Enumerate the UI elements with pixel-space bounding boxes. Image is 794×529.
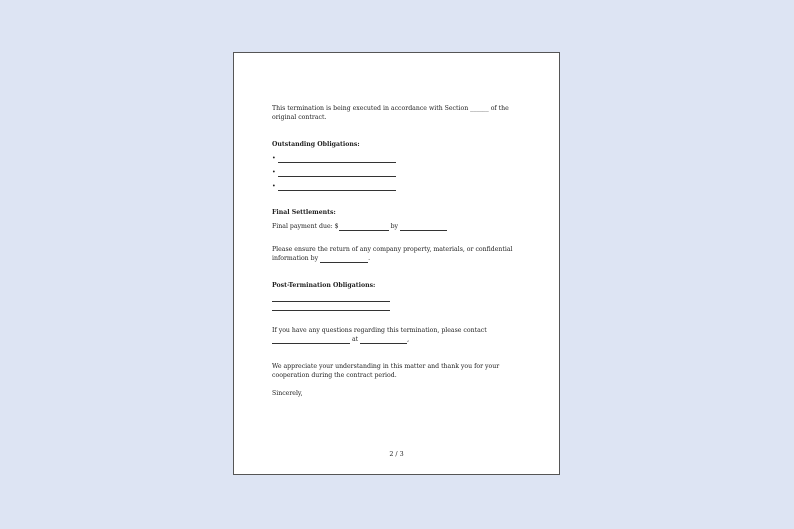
- obligation-blank-2[interactable]: [278, 169, 396, 177]
- obligation-item-2: [272, 168, 522, 177]
- post-obligation-blank-2[interactable]: [272, 303, 390, 311]
- final-settlements-heading: Final Settlements:: [272, 209, 336, 216]
- obligation-blank-1[interactable]: [278, 155, 396, 163]
- obligation-blank-3[interactable]: [278, 183, 396, 191]
- return-period: .: [368, 255, 371, 262]
- final-payment-by: by: [388, 223, 400, 230]
- bullet-marker: •: [272, 155, 276, 162]
- post-obligation-blank-1[interactable]: [272, 294, 390, 302]
- section-text: This termination is being executed in accordance with Section: [272, 105, 469, 112]
- obligation-item-3: [272, 182, 522, 191]
- appreciation-paragraph: We appreciate your understanding in this matter and thank you for your cooperation during the contract period.: [272, 363, 500, 379]
- section-text-end: of the original contract.: [272, 105, 509, 121]
- return-text: Please ensure the return of any company property, materials, or confidential information by: [272, 246, 513, 262]
- contact-text: If you have any questions regarding this termination, please contact: [272, 327, 487, 334]
- document-body: [272, 104, 522, 398]
- payment-date-blank[interactable]: [400, 223, 447, 231]
- bullet-marker: •: [272, 169, 276, 176]
- document-page: [233, 52, 560, 475]
- contact-comma: ,: [407, 336, 410, 343]
- post-termination-blanks: [272, 293, 522, 311]
- final-payment-label: Final payment due: $: [272, 223, 339, 230]
- contact-info-blank[interactable]: [360, 336, 410, 344]
- return-date-blank[interactable]: [320, 255, 371, 263]
- final-payment-line: [272, 222, 522, 231]
- contact-paragraph: [272, 326, 522, 344]
- payment-amount-blank[interactable]: [339, 223, 389, 231]
- obligation-item-1: [272, 154, 522, 163]
- section-blank[interactable]: ______: [470, 105, 489, 112]
- contact-name-blank[interactable]: [272, 336, 350, 344]
- contact-at: at: [350, 336, 361, 343]
- section-reference-paragraph: [272, 104, 522, 122]
- bullet-marker: •: [272, 183, 276, 190]
- page-number: 2 / 3: [389, 450, 404, 458]
- post-termination-heading: Post-Termination Obligations:: [272, 282, 376, 289]
- outstanding-obligations-heading: Outstanding Obligations:: [272, 141, 360, 148]
- closing-salutation: Sincerely,: [272, 390, 303, 397]
- return-property-paragraph: [272, 245, 522, 263]
